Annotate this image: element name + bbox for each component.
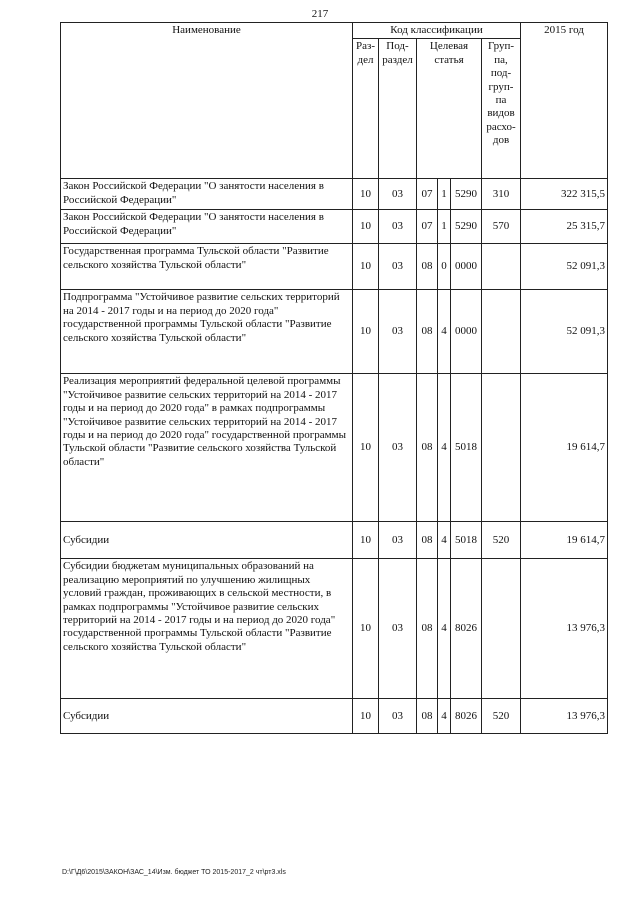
row-section: 10 [353,559,379,699]
table-row [61,210,608,244]
row-target-subprogram: 4 [438,374,451,522]
row-target-direction: 8026 [451,559,482,699]
row-target-program: 07 [417,210,438,244]
row-target-program: 08 [417,374,438,522]
row-name: Закон Российской Федерации "О занятости населения в Российской Федерации" [61,210,353,244]
row-target-program: 08 [417,559,438,699]
row-expense-type [482,244,521,290]
row-target-direction: 0000 [451,244,482,290]
row-section: 10 [353,244,379,290]
row-amount: 19 614,7 [521,374,608,522]
header-section: Раз- дел [353,39,379,179]
row-subsection: 03 [379,374,417,522]
row-amount: 19 614,7 [521,522,608,559]
header-expense-type: Груп- па, под- груп- па видов расхо- дов [482,39,521,179]
row-amount: 322 315,5 [521,179,608,210]
row-section: 10 [353,210,379,244]
row-target-direction: 5018 [451,374,482,522]
table-row [61,244,608,290]
table-row [61,559,608,699]
row-target-program: 08 [417,244,438,290]
table-row [61,522,608,559]
row-name: Реализация мероприятий федеральной целевой программы "Устойчивое развитие сельских территорий на 2014 - 2017 годы и на период до 2020 года" в рамках подпрограммы "Устойчивое развитие сельских территорий на 2014 - 2017 годы и на период до 2020 года" государственной программы Тульской области "Развитие сельского хозяйства Тульской области" [61,374,353,522]
row-expense-type [482,374,521,522]
row-subsection: 03 [379,522,417,559]
row-amount: 13 976,3 [521,699,608,734]
row-target-program: 08 [417,290,438,374]
row-target-subprogram: 4 [438,290,451,374]
row-name: Субсидии бюджетам муниципальных образований на реализацию мероприятий по улучшению жилищных условий граждан, проживающих в сельской местности, в рамках подпрограммы "Устойчивое развитие сельских территорий на 2014 - 2017 годы и на период до 2020 года" государственной программы Тульской области "Развитие сельского хозяйства Тульской области" [61,559,353,699]
header-year: 2015 год [521,23,608,179]
header-subsection: Под- раздел [379,39,417,179]
row-target-direction: 5018 [451,522,482,559]
budget-table [60,22,608,734]
row-target-direction: 0000 [451,290,482,374]
row-name: Субсидии [61,522,353,559]
row-section: 10 [353,290,379,374]
row-name: Подпрограмма "Устойчивое развитие сельских территорий на 2014 - 2017 годы и на период до 2020 года" государственной программы Тульской области "Развитие сельского хозяйства Тульской области" [61,290,353,374]
row-target-program: 08 [417,699,438,734]
row-amount: 25 315,7 [521,210,608,244]
row-subsection: 03 [379,559,417,699]
row-target-direction: 5290 [451,179,482,210]
row-target-program: 08 [417,522,438,559]
row-target-subprogram: 4 [438,522,451,559]
row-name: Государственная программа Тульской области "Развитие сельского хозяйства Тульской области" [61,244,353,290]
header-classification: Код классификации [353,23,521,39]
table-row [61,699,608,734]
file-path-footer: D:\Г\Д6\2015\ЗАКОН\ЗАС_14\Изм. бюджет ТО 2015-2017_2 чт\рт3.xls [62,869,286,876]
row-expense-type: 310 [482,179,521,210]
row-section: 10 [353,522,379,559]
row-subsection: 03 [379,210,417,244]
row-target-direction: 5290 [451,210,482,244]
row-expense-type: 520 [482,522,521,559]
row-target-subprogram: 1 [438,210,451,244]
row-amount: 52 091,3 [521,290,608,374]
table-row [61,179,608,210]
row-expense-type [482,290,521,374]
row-expense-type: 520 [482,699,521,734]
row-section: 10 [353,374,379,522]
row-target-subprogram: 0 [438,244,451,290]
row-subsection: 03 [379,290,417,374]
row-name: Субсидии [61,699,353,734]
row-target-subprogram: 4 [438,699,451,734]
row-target-subprogram: 1 [438,179,451,210]
row-subsection: 03 [379,179,417,210]
table-row [61,290,608,374]
row-expense-type [482,559,521,699]
row-target-direction: 8026 [451,699,482,734]
row-amount: 13 976,3 [521,559,608,699]
table-row [61,374,608,522]
row-section: 10 [353,179,379,210]
row-subsection: 03 [379,244,417,290]
row-section: 10 [353,699,379,734]
row-target-subprogram: 4 [438,559,451,699]
header-target-article: Целевая статья [417,39,482,179]
row-name: Закон Российской Федерации "О занятости населения в Российской Федерации" [61,179,353,210]
row-target-program: 07 [417,179,438,210]
header-name: Наименование [61,23,353,179]
row-expense-type: 570 [482,210,521,244]
page-number: 217 [311,8,329,20]
row-subsection: 03 [379,699,417,734]
row-amount: 52 091,3 [521,244,608,290]
